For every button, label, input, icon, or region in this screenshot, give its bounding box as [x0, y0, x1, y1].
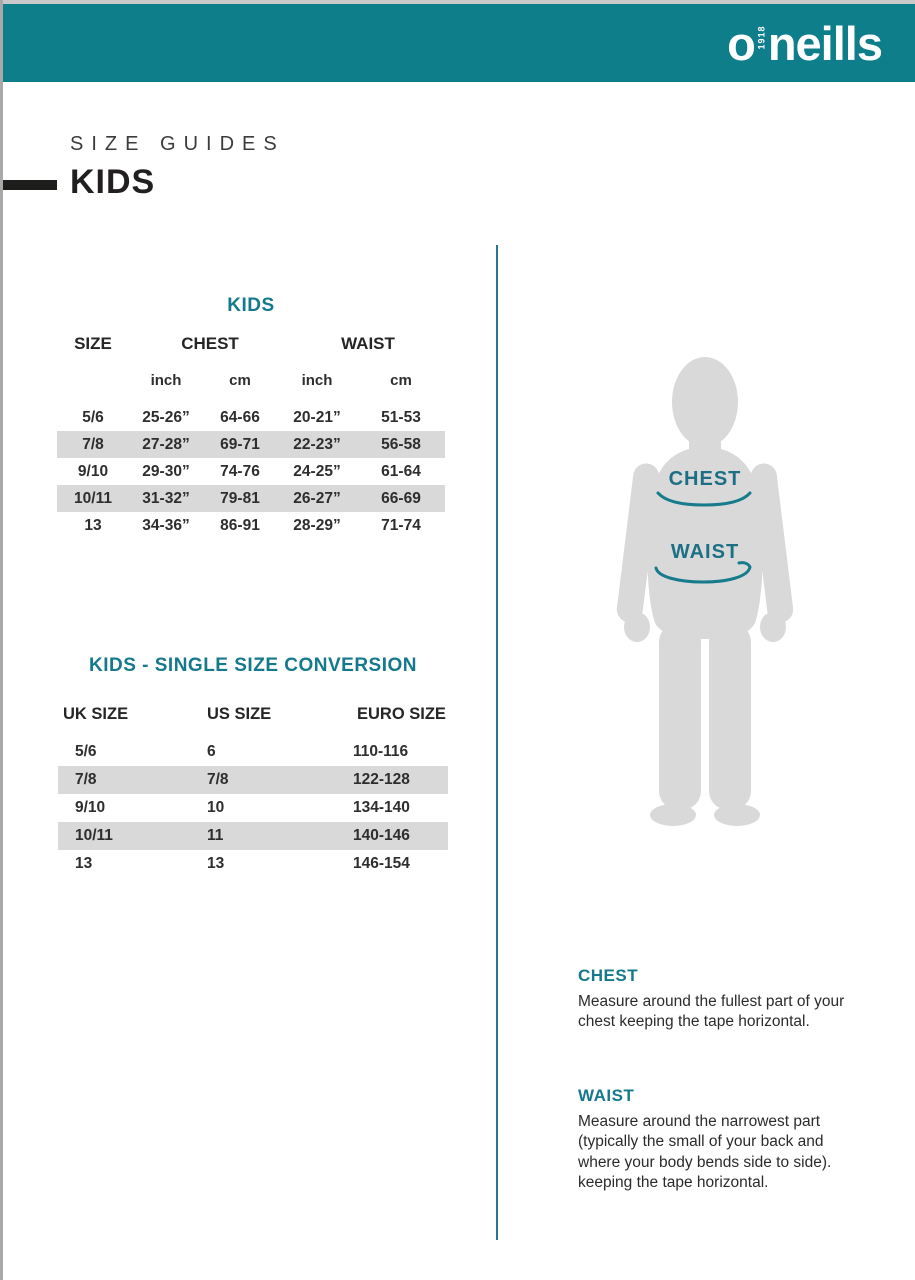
chest-instruction: [578, 966, 850, 1033]
conversion-table-header-row: [58, 703, 448, 725]
col-header-waist: WAIST: [341, 334, 395, 353]
unit-chest-inch: inch: [150, 371, 182, 389]
figure-chest-label: CHEST: [668, 468, 742, 490]
table-row: 7/8 27-28” 69-71 22-23” 56-58: [57, 431, 445, 458]
table-row: 13 34-36” 86-91 28-29” 71-74: [84, 516, 421, 534]
table-row: 10/11 31-32” 79-81 26-27” 66-69: [57, 485, 445, 512]
table-row: 9/10 10 134-140: [75, 799, 410, 816]
col-header-euro-size: EURO SIZE: [357, 704, 446, 723]
unit-waist-inch: inch: [301, 371, 333, 389]
unit-chest-cm: cm: [229, 371, 251, 389]
header-bar: [3, 4, 915, 82]
size-conversion-table: [58, 655, 448, 878]
size-conversion-table-title: KIDS - SINGLE SIZE CONVERSION: [88, 655, 418, 676]
title-dash: [3, 180, 57, 190]
section-eyebrow: SIZE GUIDES: [70, 133, 285, 155]
col-header-chest: CHEST: [181, 334, 239, 353]
kids-size-table-unit-row: [57, 370, 445, 390]
table-row: 5/6 25-26” 64-66 20-21” 51-53: [82, 408, 421, 426]
logo-prefix: o: [727, 16, 755, 70]
figure-waist-label: WAIST: [670, 541, 740, 563]
chest-instruction-title: CHEST: [578, 966, 639, 985]
page-title: KIDS: [70, 163, 156, 201]
body-silhouette-figure: [585, 355, 825, 830]
conversion-table-body: [58, 738, 448, 878]
table-row: 10/11 11 140-146: [58, 822, 448, 850]
page-left-edge: [0, 0, 3, 1280]
oneills-logo: [727, 16, 882, 70]
col-header-size: SIZE: [74, 334, 112, 353]
logo-suffix: neills: [767, 16, 882, 70]
vertical-divider: [496, 245, 498, 1240]
kids-size-table: [57, 295, 445, 539]
table-row: 7/8 7/8 122-128: [58, 766, 448, 794]
kids-size-table-title: KIDS: [227, 295, 275, 316]
table-row: 13 13 146-154: [75, 855, 410, 872]
kids-size-table-header-row: [57, 333, 445, 355]
waist-instruction-body: Measure around the narrowest part (typically the small of your back and where your body bends side to side). keeping the tape horizontal.: [578, 1113, 832, 1192]
waist-instruction: [578, 1086, 850, 1194]
col-header-uk-size: UK SIZE: [63, 704, 129, 723]
table-row: 9/10 29-30” 74-76 24-25” 61-64: [77, 462, 421, 480]
child-silhouette-graphic: [585, 355, 825, 830]
kids-size-table-body: [57, 404, 445, 539]
waist-instruction-title: WAIST: [578, 1086, 635, 1105]
unit-waist-cm: cm: [390, 371, 412, 389]
col-header-us-size: US SIZE: [207, 704, 272, 723]
logo-year: 1918: [756, 24, 767, 49]
table-row: 5/6 6 110-116: [75, 743, 409, 760]
chest-instruction-body: Measure around the fullest part of your chest keeping the tape horizontal.: [578, 993, 845, 1031]
